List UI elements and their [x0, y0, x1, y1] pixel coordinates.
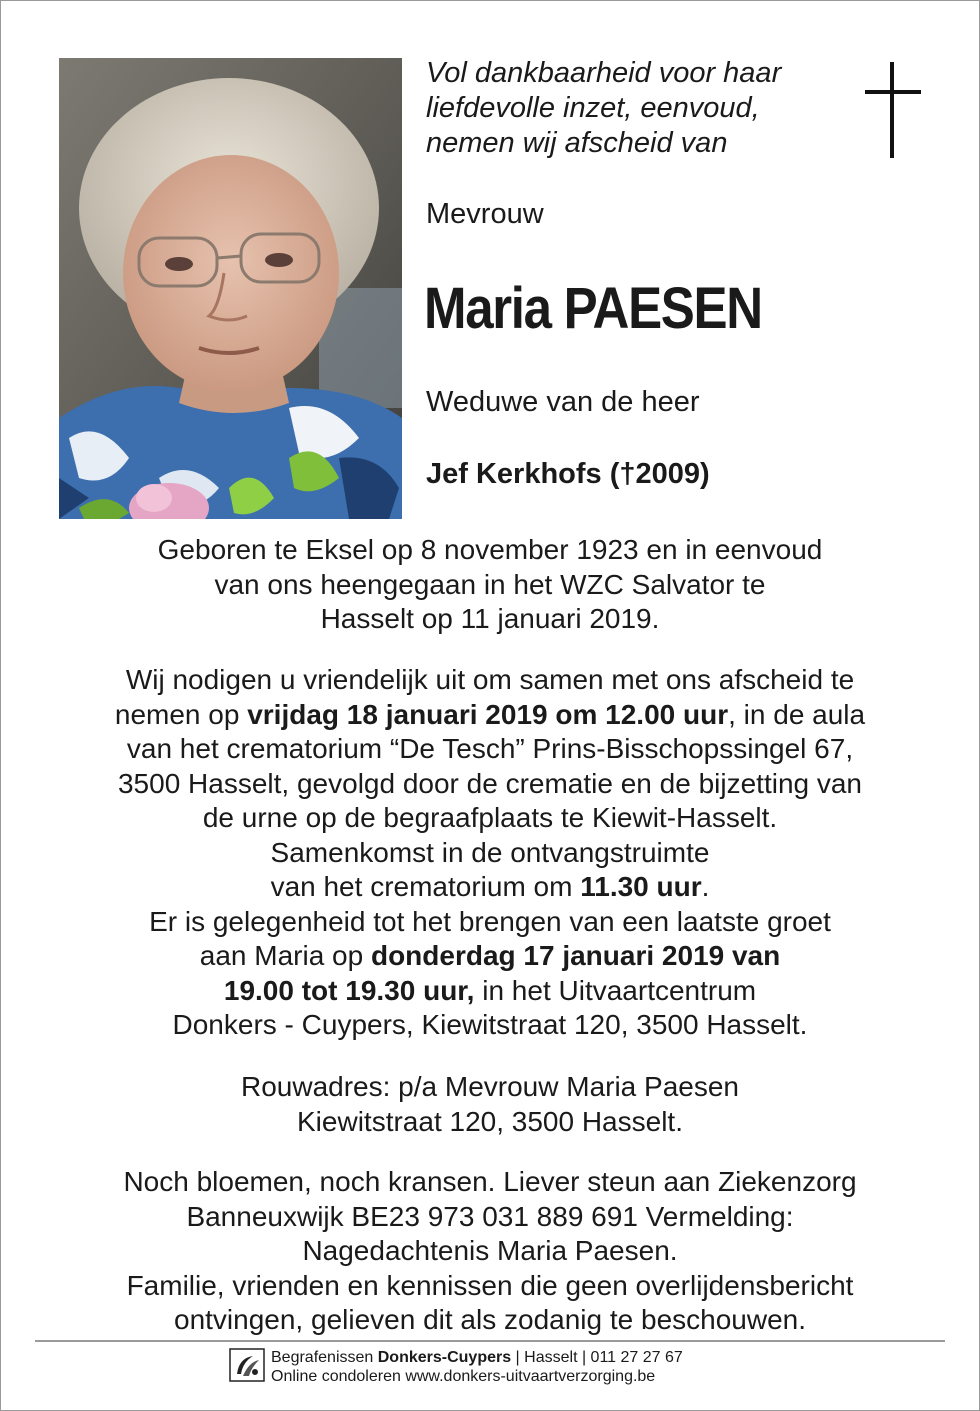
online-condolence-link[interactable]: Online condoleren www.donkers-uitvaartverzorging.be — [271, 1368, 656, 1385]
intro-text — [426, 56, 846, 161]
text-line — [30, 974, 950, 1009]
deceased-title: Mevrouw — [426, 198, 544, 230]
portrait-photo — [59, 58, 402, 519]
footer-text — [271, 1348, 683, 1386]
text-line: Hasselt op 11 januari 2019. — [320, 603, 660, 634]
text-span: van het crematorium om — [270, 871, 581, 902]
text-line — [30, 698, 950, 733]
ceremony-date: vrijdag 18 januari 2019 om 12.00 uur — [247, 698, 729, 730]
text-line: Er is gelegenheid tot het brengen van een laatste groet — [149, 905, 831, 937]
text-span: aan Maria op — [199, 940, 371, 971]
company-name: Donkers-Cuypers — [377, 1349, 512, 1366]
text-line: Donkers - Cuypers, Kiewitstraat 120, 3500 Hasselt. — [172, 1009, 808, 1040]
text-line: de urne op de begraafplaats te Kiewit-Hasselt. — [202, 802, 778, 833]
text-span: | Hasselt | 011 27 27 67 — [511, 1349, 683, 1366]
gathering-time: 11.30 uur — [580, 871, 702, 902]
text-span: Begrafenissen — [271, 1349, 378, 1366]
text-span: , in de aula — [728, 698, 866, 730]
text-line: Familie, vrienden en kennissen die geen overlijdensbericht — [126, 1269, 854, 1301]
text-line — [30, 939, 950, 974]
footer-line — [271, 1348, 683, 1367]
text-line: Kiewitstraat 120, 3500 Hasselt. — [297, 1105, 683, 1137]
mourning-address — [30, 1070, 950, 1139]
footer-divider — [35, 1340, 945, 1342]
text-line: Wij nodigen u vriendelijk uit om samen met ons afscheid te — [125, 664, 855, 695]
text-line: 3500 Hasselt, gevolgd door de crematie en de bijzetting van — [117, 767, 863, 799]
cross-icon — [863, 62, 923, 160]
intro-line: liefdevolle inzet, eenvoud, — [426, 92, 760, 124]
intro-line: nemen wij afscheid van — [426, 127, 728, 159]
text-line: van het crematorium “De Tesch” Prins-Bisschopssingel 67, — [126, 733, 854, 764]
text-span: . — [701, 871, 710, 902]
text-line: Nagedachtenis Maria Paesen. — [302, 1235, 678, 1266]
closing-paragraph — [30, 1165, 950, 1338]
spouse-name: Jef Kerkhofs (†2009) — [426, 458, 710, 490]
text-line: Rouwadres: p/a Mevrouw Maria Paesen — [240, 1071, 739, 1102]
text-line — [30, 870, 950, 905]
text-line: Samenkomst in de ontvangstruimte — [270, 836, 710, 868]
text-line: Banneuxwijk BE23 973 031 889 691 Vermelding: — [186, 1200, 794, 1232]
viewing-time: 19.00 tot 19.30 uur, — [223, 974, 475, 1006]
text-span: in het Uitvaartcentrum — [474, 974, 757, 1006]
funeral-home-logo-icon — [229, 1348, 265, 1382]
ceremony-paragraph — [30, 663, 950, 1043]
text-line: van ons heengegaan in het WZC Salvator te — [214, 568, 766, 600]
relation-label: Weduwe van de heer — [426, 386, 700, 418]
text-line: ontvingen, gelieven dit als zodanig te beschouwen. — [174, 1304, 806, 1335]
text-line: Noch bloemen, noch kransen. Liever steun aan Ziekenzorg — [123, 1166, 857, 1197]
text-line: Geboren te Eksel op 8 november 1923 en in eenvoud — [157, 534, 823, 565]
text-span: nemen op — [114, 698, 248, 730]
intro-line: Vol dankbaarheid voor haar — [426, 57, 782, 89]
viewing-date: donderdag 17 januari 2019 van — [370, 940, 781, 971]
birth-death-paragraph — [30, 533, 950, 637]
deceased-name: Maria PAESEN — [424, 276, 762, 341]
